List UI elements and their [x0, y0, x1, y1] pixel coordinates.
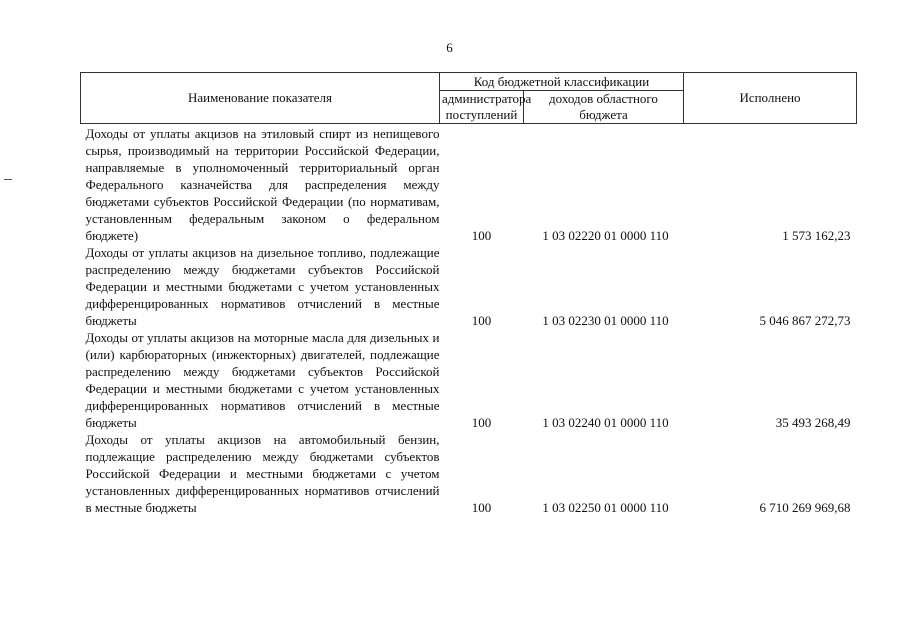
row-name: Доходы от уплаты акцизов на дизельное топливо, подлежащие распределению между бюджетами субъектов Российской Федерации и местными бюджетами с учетом установленных дифференцированных нормативов отчислений в местные бюджеты	[85, 245, 440, 328]
table-row	[81, 431, 857, 516]
header-admin: администратора поступлений	[440, 91, 524, 124]
row-executed: 5 046 867 272,73	[759, 313, 851, 328]
table-body	[81, 124, 857, 517]
row-admin: 100	[471, 313, 492, 328]
table-row	[81, 329, 857, 431]
row-name: Доходы от уплаты акцизов на автомобильный бензин, подлежащие распределению между бюджетами субъектов Российской Федерации и местными бюджетами с учетом установленных дифференцированных нормативов отчислений в местные бюджеты	[85, 432, 440, 515]
row-code: 1 03 02240 01 0000 110	[542, 415, 669, 430]
header-code-group: Код бюджетной классификации	[440, 73, 684, 91]
row-code: 1 03 02220 01 0000 110	[542, 228, 669, 243]
table-header	[81, 73, 857, 124]
revenue-table	[80, 72, 857, 516]
header-name: Наименование показателя	[81, 73, 440, 124]
row-admin: 100	[471, 500, 492, 515]
margin-mark	[4, 179, 12, 180]
header-executed: Исполнено	[684, 73, 857, 124]
row-admin: 100	[471, 228, 492, 243]
row-executed: 6 710 269 969,68	[759, 500, 851, 515]
page-number: 6	[446, 40, 453, 55]
row-executed: 35 493 268,49	[775, 415, 851, 430]
row-name: Доходы от уплаты акцизов на этиловый спирт из непищевого сырья, производимый на территории Российской Федерации, направляемые в уполномоченный территориальный орган Федерального казначейства для распределения между бюджетами субъектов Российской Федерации (по нормативам, установленным федеральным законом о федеральном бюджете)	[85, 126, 440, 243]
table-row	[81, 124, 857, 245]
row-executed: 1 573 162,23	[782, 228, 851, 243]
row-admin: 100	[471, 415, 492, 430]
row-name: Доходы от уплаты акцизов на моторные масла для дизельных и (или) карбюраторных (инжекторных) двигателей, подлежащие распределению между бюджетами субъектов Российской Федерации и местными бюджетами с учетом установленных дифференцированных нормативов отчислений в местные бюджеты	[85, 330, 440, 430]
table-row	[81, 244, 857, 329]
row-code: 1 03 02230 01 0000 110	[542, 313, 669, 328]
header-income: доходов областного бюджета	[524, 91, 684, 124]
row-code: 1 03 02250 01 0000 110	[542, 500, 669, 515]
